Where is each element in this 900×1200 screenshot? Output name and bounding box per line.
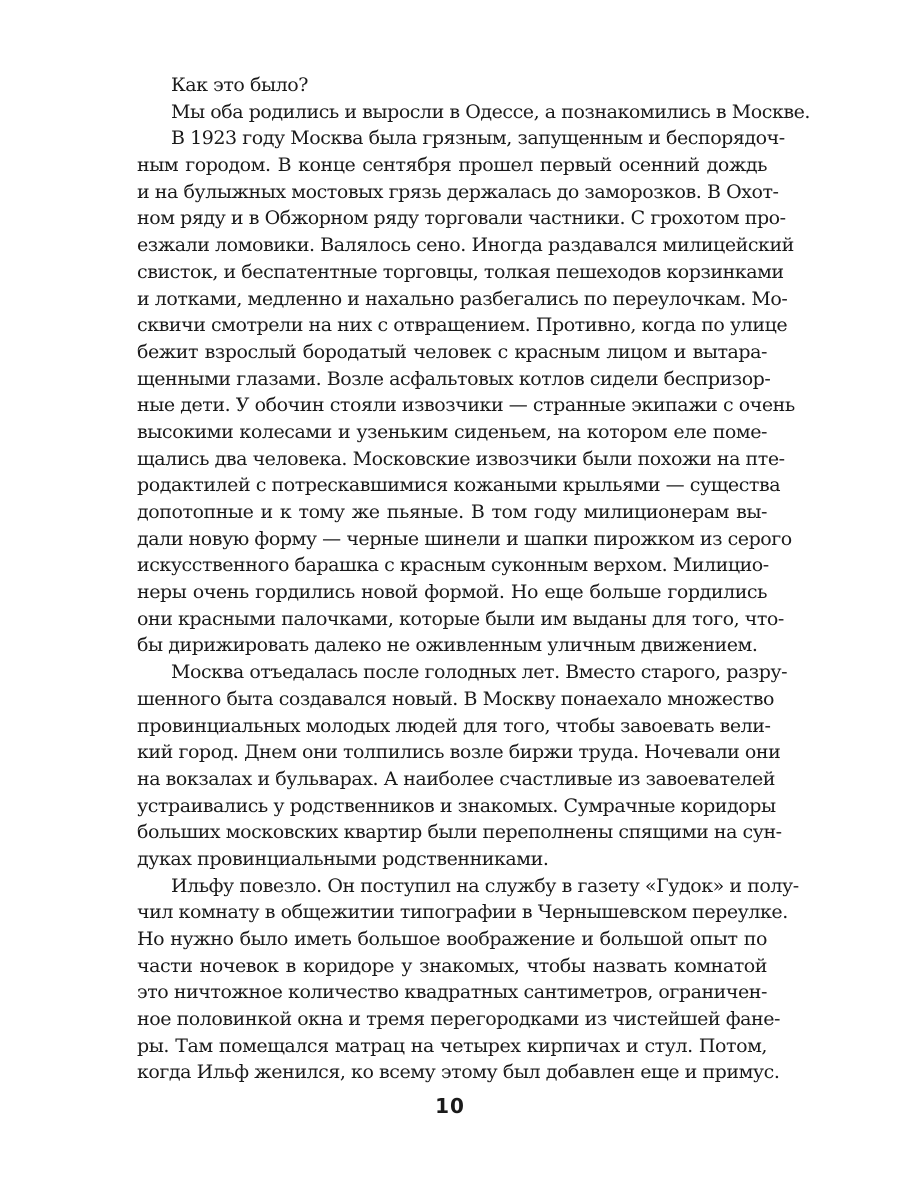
text-line: бы дирижировать далеко не оживленным уличным движением. <box>137 634 758 657</box>
text-line: щались два человека. Московские извозчики были похожи на пте- <box>137 447 785 470</box>
text-line: свисток, и беспатентные торговцы, толкая пешеходов корзинками <box>137 260 784 283</box>
text-line: части ночевок в коридоре у знакомых, чтобы назвать комнатой <box>137 954 767 977</box>
text-line: Ильфу повезло. Он поступил на службу в газету «Гудок» и полу- <box>171 874 799 897</box>
text-line: ном ряду и в Обжорном ряду торговали частники. С грохотом про- <box>137 207 786 230</box>
text-line: бежит взрослый бородатый человек с красным лицом и вытара- <box>137 340 767 363</box>
text-line: это ничтожное количество квадратных сантиметров, ограничен- <box>137 981 767 1004</box>
page-body <box>137 72 810 1086</box>
text-line: ное половинкой окна и тремя перегородками из чистейшей фане- <box>137 1008 780 1031</box>
text-line: допотопные и к тому же пьяные. В том году милиционерам вы- <box>137 501 767 523</box>
text-line: ным городом. В конце сентября прошел первый осенний дождь <box>137 154 767 177</box>
text-line: езжали ломовики. Валялось сено. Иногда раздавался милицейский <box>137 234 794 257</box>
text-line: родактилей с потрескавшимися кожаными крыльями — существа <box>137 474 781 497</box>
text-line: и на булыжных мостовых грязь держалась до заморозков. В Охот- <box>137 180 779 203</box>
text-line: В 1923 году Москва была грязным, запущенным и беспорядоч- <box>171 127 785 150</box>
text-line: шенного быта создавался новый. В Москву понаехало множество <box>137 687 775 710</box>
text-line: больших московских квартир были переполнены спящими на сун- <box>137 821 782 844</box>
text-line: дали новую форму — черные шинели и шапки пирожком из серого <box>137 527 792 550</box>
text-line: ные дети. У обочин стояли извозчики — странные экипажи с очень <box>137 394 795 417</box>
text-line: кий город. Днем они толпились возле биржи труда. Ночевали они <box>137 741 781 764</box>
text-line: Мы оба родились и выросли в Одессе, а познакомились в Москве. <box>171 100 810 123</box>
text-line: искусственного барашка с красным суконным верхом. Милицио- <box>137 554 769 577</box>
text-line: неры очень гордились новой формой. Но еще больше гордились <box>137 581 767 604</box>
page-number: 10 <box>435 1094 465 1118</box>
text-line: когда Ильф женился, ко всему этому был добавлен еще и примус. <box>137 1061 780 1084</box>
text-line: устраивались у родственников и знакомых. Сумрачные коридоры <box>137 794 776 817</box>
text-line: они красными палочками, которые были им выданы для того, что- <box>137 607 784 630</box>
text-line: высокими колесами и узеньким сиденьем, на котором еле поме- <box>137 420 767 443</box>
text-line: Москва отъедалась после голодных лет. Вместо старого, разру- <box>171 661 788 684</box>
text-line: ры. Там помещался матрац на четырех кирпичах и стул. Потом, <box>137 1034 767 1057</box>
text-line: Но нужно было иметь большое воображение и большой опыт по <box>137 928 767 950</box>
text-line: чил комнату в общежитии типографии в Чернышевском переулке. <box>137 901 788 924</box>
text-line: дуках провинциальными родственниками. <box>137 847 549 870</box>
text-line: Как это было? <box>171 74 308 96</box>
text-line: на вокзалах и бульварах. А наиболее счастливые из завоевателей <box>137 767 776 790</box>
text-line: щенными глазами. Возле асфальтовых котлов сидели беспризор- <box>137 367 771 390</box>
text-line: сквичи смотрели на них с отвращением. Противно, когда по улице <box>137 314 788 337</box>
text-line: провинциальных молодых людей для того, чтобы завоевать вели- <box>137 714 771 737</box>
text-line: и лотками, медленно и нахально разбегались по переулочкам. Мо- <box>137 287 788 310</box>
